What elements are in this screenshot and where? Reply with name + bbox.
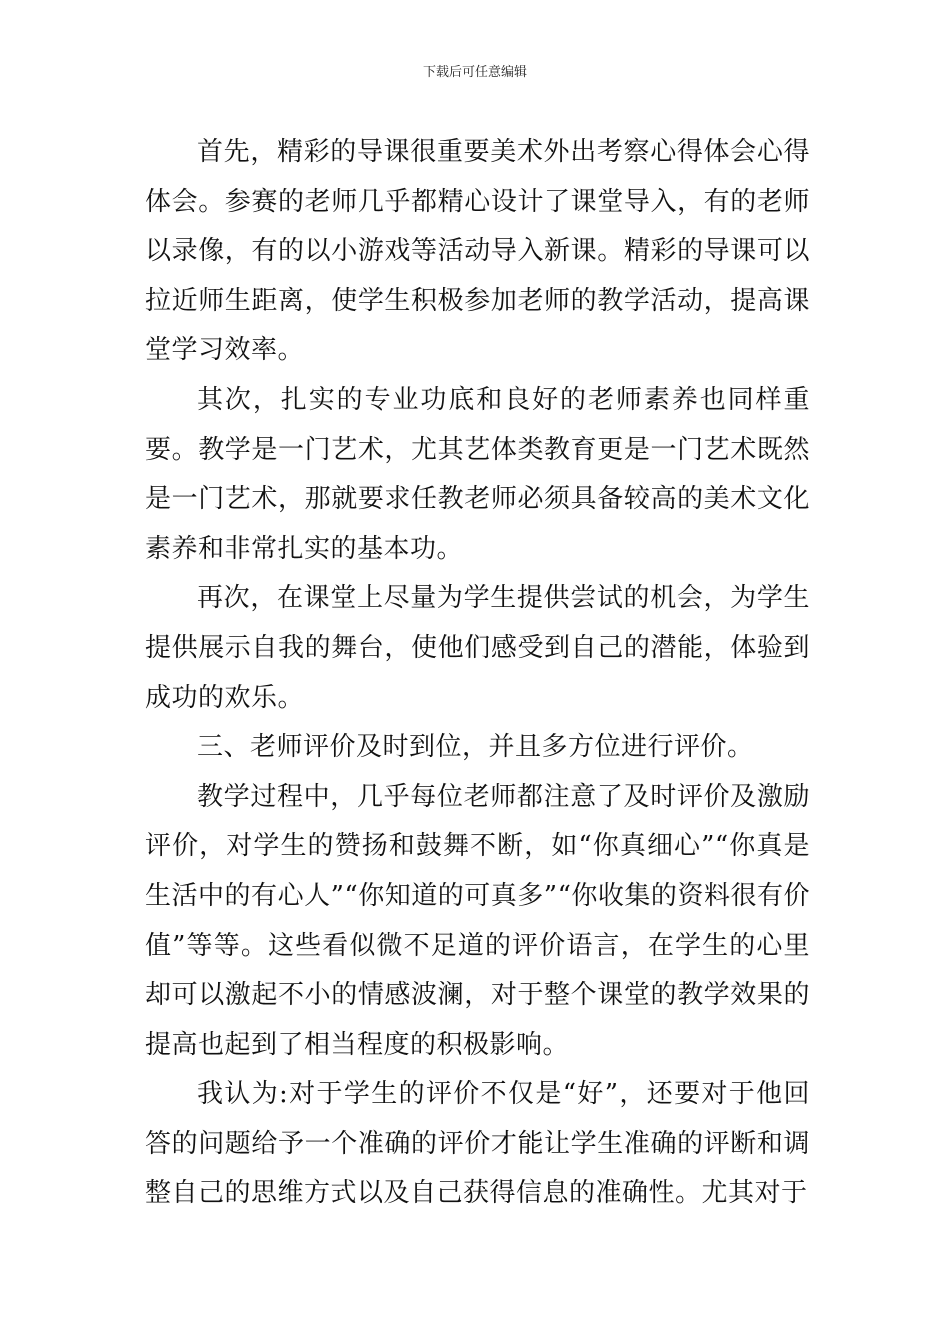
paragraph-timely-evaluation: 教学过程中，几乎每位老师都注意了及时评价及激励评价，对学生的赞扬和鼓舞不断，如“你真细心”“你真是生活中的有心人”“你知道的可真多”“你收集的资料很有价值”等等。这些看似微不足道的评价语言，在学生的心里却可以激起不小的情感波澜，对于整个课堂的教学效果的提高也起到了相当程度的积极影响。 [145,781,810,1060]
paragraph-my-opinion: 我认为:对于学生的评价不仅是“好”，还要对于他回答的问题给予一个准确的评价才能让学生准确的评断和调整自己的思维方式以及自己获得信息的准确性。尤其对于 [145,1079,810,1209]
section-heading-evaluation: 三、老师评价及时到位，并且多方位进行评价。 [197,732,754,763]
paragraph-teacher-quality: 其次，扎实的专业功底和良好的老师素养也同样重要。教学是一门艺术，尤其艺体类教育更是一门艺术既然是一门艺术，那就要求任教老师必须具备较高的美术文化素养和非常扎实的基本功。 [145,384,810,564]
document-body [145,128,810,1219]
paragraph-student-opportunity: 再次，在课堂上尽量为学生提供尝试的机会，为学生提供展示自我的舞台，使他们感受到自己的潜能，体验到成功的欢乐。 [145,583,810,713]
page-header: 下载后可任意编辑 [422,65,527,80]
paragraph-intro-lesson: 首先，精彩的导课很重要美术外出考察心得体会心得体会。参赛的老师几乎都精心设计了课堂导入，有的老师以录像，有的以小游戏等活动导入新课。精彩的导课可以拉近师生距离，使学生积极参加老师的教学活动，提高课堂学习效率。 [145,137,810,366]
